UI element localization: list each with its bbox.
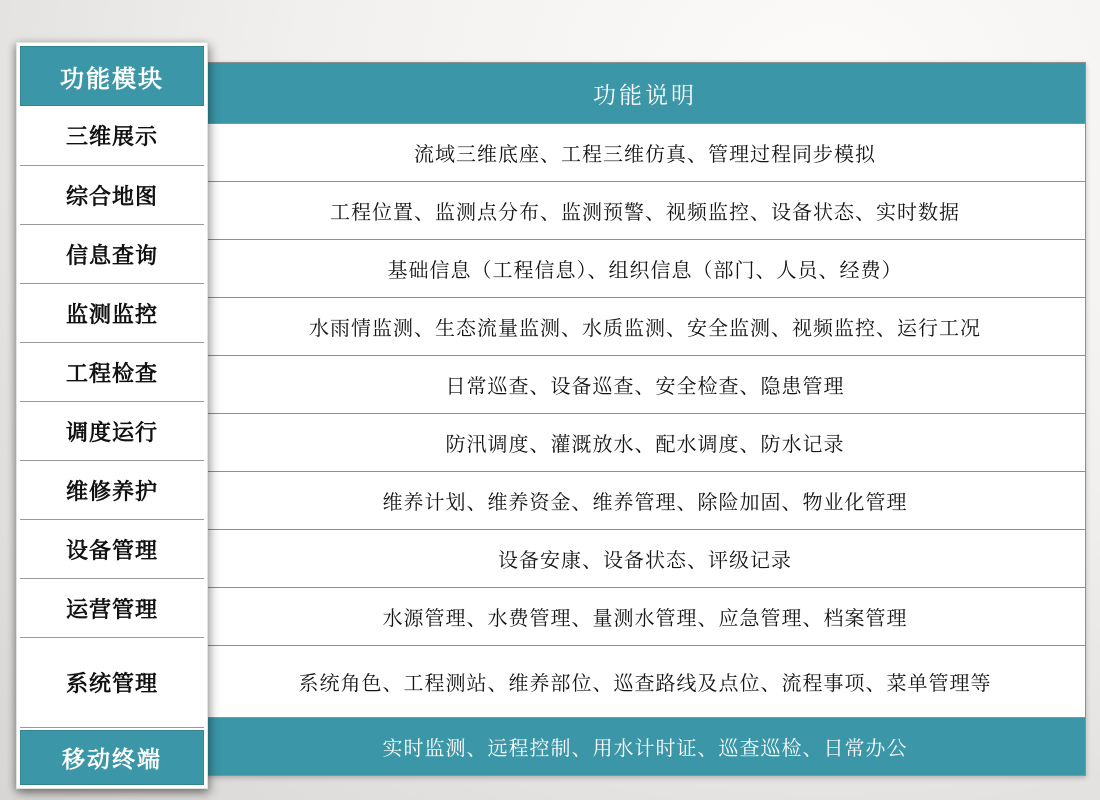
- sidebar-item-inspection: 工程检查: [20, 342, 204, 401]
- sidebar-item-dispatch: 调度运行: [20, 401, 204, 460]
- table-row-3d-display: 流域三维底座、工程三维仿真、管理过程同步模拟: [205, 124, 1085, 182]
- table-row-maintenance: 维养计划、维养资金、维养管理、除险加固、物业化管理: [205, 472, 1085, 530]
- module-panel-header: 功能模块: [20, 46, 204, 106]
- table-row-operation: 水源管理、水费管理、量测水管理、应急管理、档案管理: [205, 588, 1085, 646]
- sidebar-item-monitoring: 监测监控: [20, 283, 204, 342]
- table-row-dispatch: 防汛调度、灌溉放水、配水调度、防水记录: [205, 414, 1085, 472]
- table-row-inspection: 日常巡查、设备巡查、安全检查、隐患管理: [205, 356, 1085, 414]
- sidebar-item-info-query: 信息查询: [20, 224, 204, 283]
- sidebar-item-mobile-terminal: 移动终端: [20, 730, 204, 785]
- sidebar-item-maintenance: 维修养护: [20, 460, 204, 519]
- sidebar-item-equipment: 设备管理: [20, 519, 204, 578]
- table-row-mobile: 实时监测、远程控制、用水计时证、巡查巡检、日常办公: [205, 718, 1085, 775]
- table-row-info-query: 基础信息（工程信息）、组织信息（部门、人员、经费）: [205, 240, 1085, 298]
- sidebar-item-map: 综合地图: [20, 165, 204, 224]
- sidebar-footer: [20, 727, 204, 785]
- table-row-equipment: 设备安康、设备状态、评级记录: [205, 530, 1085, 588]
- table-row-system: 系统角色、工程测站、维养部位、巡查路线及点位、流程事项、菜单管理等: [205, 646, 1085, 718]
- table-row-monitoring: 水雨情监测、生态流量监测、水质监测、安全监测、视频监控、运行工况: [205, 298, 1085, 356]
- description-panel-header: 功能说明: [205, 63, 1085, 124]
- sidebar-item-operation: 运营管理: [20, 578, 204, 637]
- description-panel: [204, 62, 1086, 776]
- sidebar-item-system: 系统管理: [20, 637, 204, 727]
- sidebar-item-3d-display: 三维展示: [65, 124, 158, 149]
- table-row-map: 工程位置、监测点分布、监测预警、视频监控、设备状态、实时数据: [205, 182, 1085, 240]
- module-panel: [16, 42, 208, 789]
